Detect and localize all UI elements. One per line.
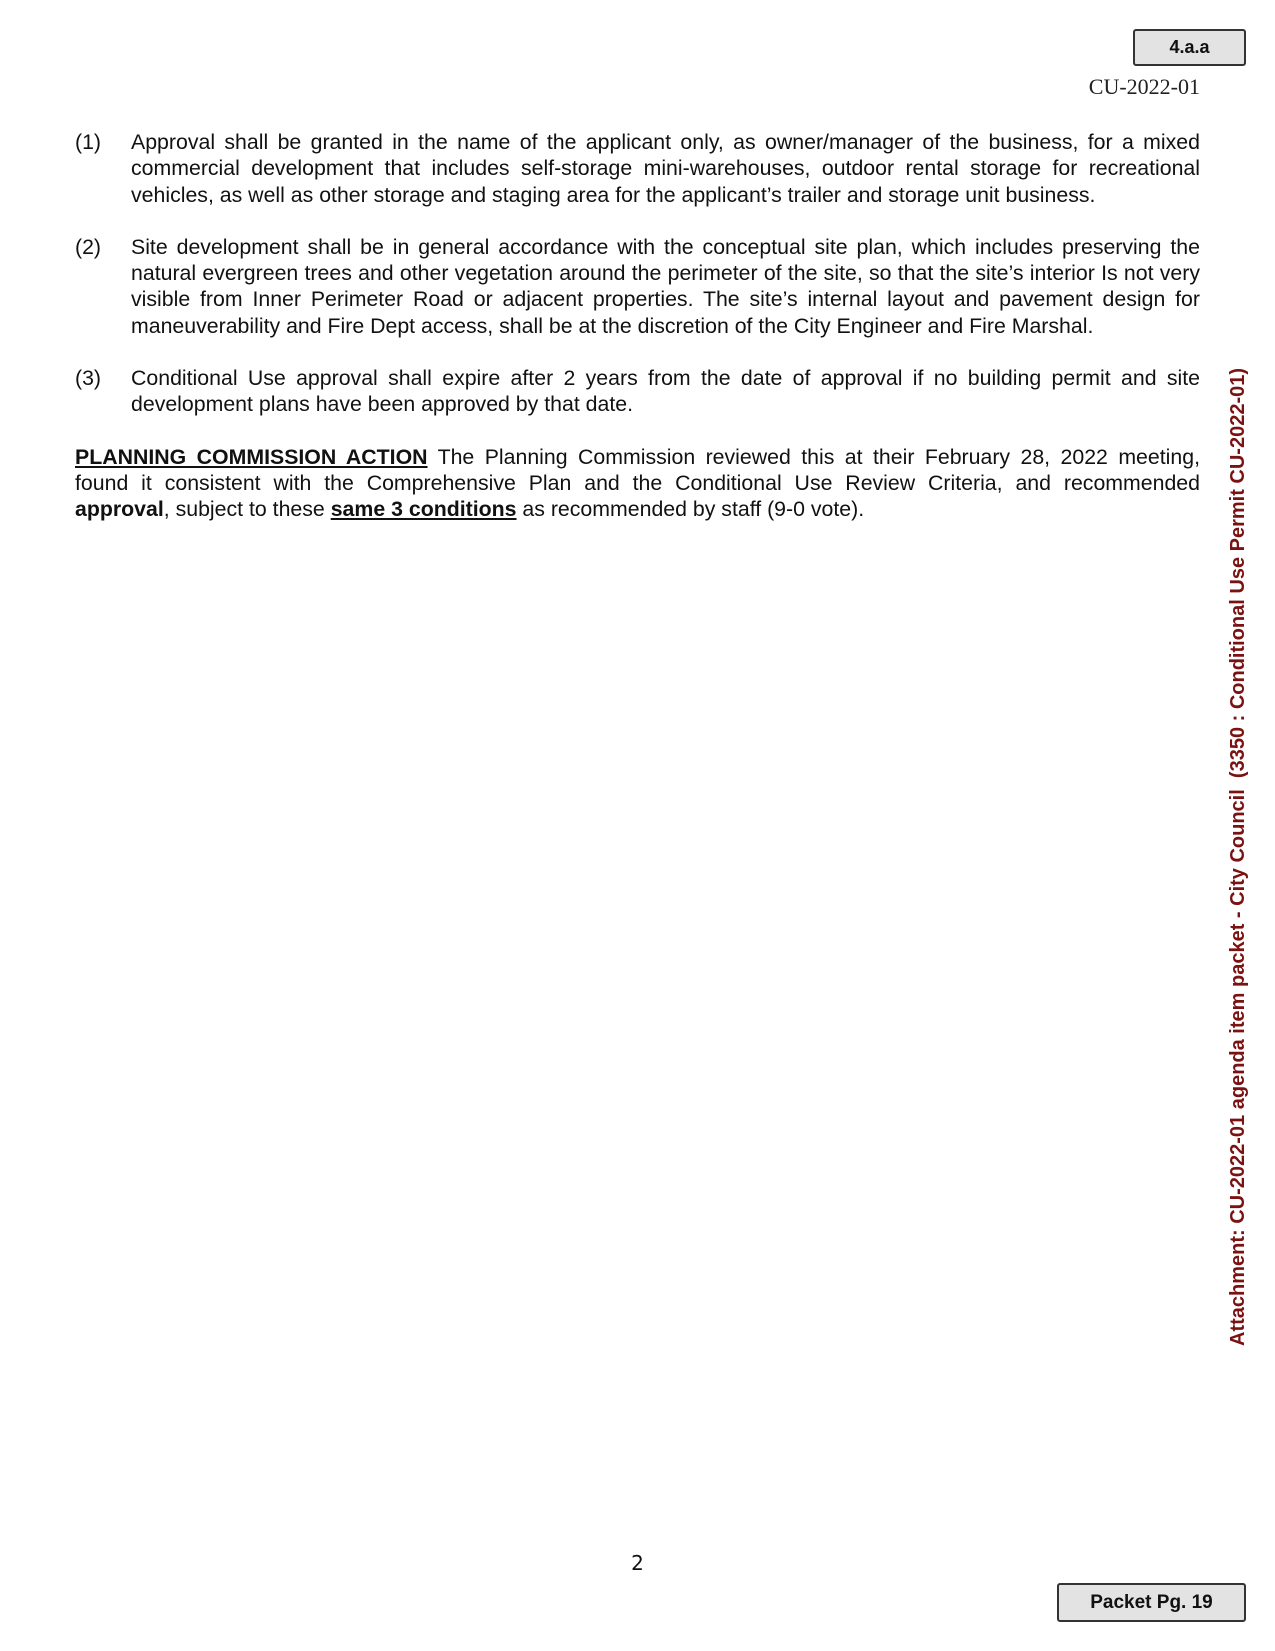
action-text: , subject to these bbox=[163, 497, 331, 522]
condition-number: (1) bbox=[75, 130, 102, 154]
approval-text: approval bbox=[75, 497, 164, 522]
attachment-label: Attachment: CU-2022-01 agenda item packet - City Council (3350 : Conditional Use Permit CU-2022-01) bbox=[1227, 367, 1249, 1346]
condition-item bbox=[75, 234, 1200, 339]
condition-number: (3) bbox=[75, 366, 102, 391]
action-text: The Planning Commission reviewed this at their February 28, 2022 meeting, found it consistent with the Comprehensive Plan and the Conditional Use Review Criteria, and recommended bbox=[75, 444, 1200, 495]
condition-text: Conditional Use approval shall expire after 2 years from the date of approval if no building permit and site development plans have been approved by that date. bbox=[131, 366, 1200, 417]
action-text: as recommended by staff (9-0 vote). bbox=[516, 497, 865, 522]
agenda-item-tag: 4.a.a bbox=[1133, 29, 1246, 66]
document-body bbox=[75, 129, 1200, 523]
page-number: 2 bbox=[631, 1551, 644, 1575]
condition-text: Approval shall be granted in the name of the applicant only, as owner/manager of the business, for a mixed commercial development that includes self-storage mini-warehouses, outdoor rental storage for recreational vehicles, as well as other storage and staging area for the applicant’s trailer and storage unit business. bbox=[131, 130, 1200, 207]
condition-item bbox=[75, 129, 1200, 208]
condition-text: Site development shall be in general accordance with the conceptual site plan, which includes preserving the natural evergreen trees and other vegetation around the perimeter of the site, so that the site’s interior Is not very visible from Inner Perimeter Road or adjacent properties. The site’s internal layout and pavement design for maneuverability and Fire Dept access, shall be at the discretion of the City Engineer and Fire Marshal. bbox=[131, 234, 1200, 338]
case-number: CU-2022-01 bbox=[1088, 74, 1200, 99]
attachment-sidebar bbox=[1227, 368, 1250, 1346]
condition-number: (2) bbox=[75, 234, 102, 259]
packet-page-label: Packet Pg. 19 bbox=[1057, 1583, 1246, 1622]
action-heading: PLANNING COMMISSION ACTION bbox=[75, 444, 428, 469]
condition-item bbox=[75, 365, 1200, 418]
planning-commission-action bbox=[75, 444, 1200, 523]
conditions-reference: same 3 conditions bbox=[330, 497, 517, 522]
